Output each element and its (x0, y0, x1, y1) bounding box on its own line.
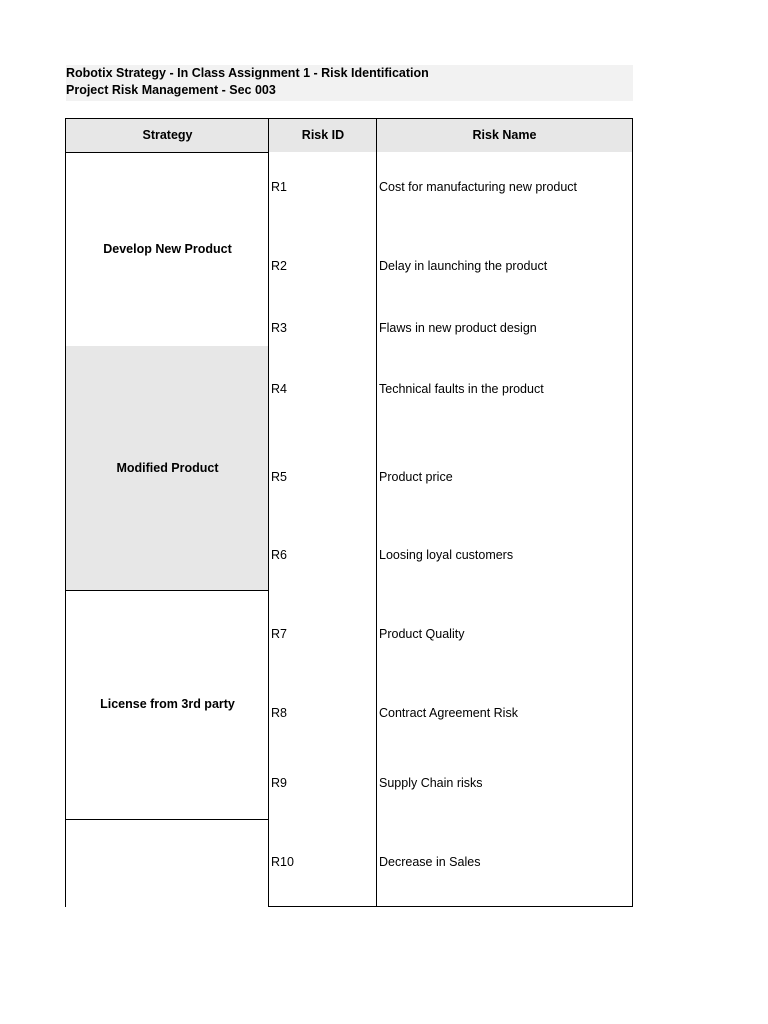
risk-name-cell: Supply Chain risks (376, 748, 633, 820)
risk-name-cell: Flaws in new product design (376, 310, 633, 347)
risk-id-cell: R8 (268, 678, 377, 749)
risk-id-cell: R5 (268, 433, 377, 522)
risk-name-cell: Cost for manufacturing new product (376, 152, 633, 224)
risk-name-cell: Product Quality (376, 590, 633, 679)
risk-id-cell: R1 (268, 152, 377, 224)
risk-id-cell: R2 (268, 223, 377, 311)
strategy-cell-license-3rd-party: License from 3rd party (65, 590, 269, 820)
risk-id-cell: R10 (268, 819, 377, 907)
header-risk-id: Risk ID (268, 118, 377, 153)
risk-name-cell: Product price (376, 433, 633, 522)
risk-name-cell: Technical faults in the product (376, 346, 633, 434)
risk-name-cell: Loosing loyal customers (376, 521, 633, 591)
document-title-block (66, 65, 633, 101)
risk-id-cell: R9 (268, 748, 377, 820)
strategy-cell-modified-product: Modified Product (65, 346, 269, 591)
strategy-cell-develop-new-product: Develop New Product (65, 152, 269, 347)
document-title: Robotix Strategy - In Class Assignment 1 - Risk Identification (66, 66, 429, 80)
header-risk-name: Risk Name (376, 118, 633, 153)
strategy-cell-empty (65, 819, 269, 907)
risk-id-cell: R4 (268, 346, 377, 434)
risk-name-cell: Contract Agreement Risk (376, 678, 633, 749)
document-subtitle: Project Risk Management - Sec 003 (66, 83, 276, 97)
risk-name-cell: Delay in launching the product (376, 223, 633, 311)
risk-id-cell: R7 (268, 590, 377, 679)
header-strategy: Strategy (65, 118, 269, 153)
risk-id-cell: R6 (268, 521, 377, 591)
risk-id-cell: R3 (268, 310, 377, 347)
risk-name-cell: Decrease in Sales (376, 819, 633, 907)
